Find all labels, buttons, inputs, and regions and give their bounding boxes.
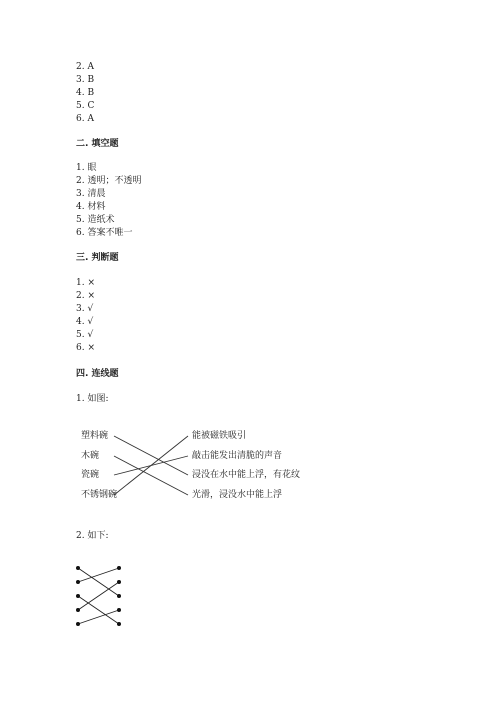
q1-left-label: 不锈钢碗 (81, 490, 118, 500)
s2-item: 5. 造纸术 (76, 215, 115, 225)
q2-dot (76, 566, 80, 570)
q2-label: 2. 如下: (76, 531, 109, 541)
s3-item: 1. × (76, 278, 95, 288)
q1-connection-line (114, 436, 188, 475)
section3-title: 三. 判断题 (76, 253, 119, 263)
s2-item: 3. 清晨 (76, 189, 106, 199)
q1-left-label: 塑料碗 (81, 431, 109, 441)
s2-item: 6. 答案不唯一 (76, 228, 133, 238)
q2-dot (76, 622, 80, 626)
s2-item: 2. 透明；不透明 (76, 176, 142, 186)
q2-connection-line (78, 610, 119, 624)
s1-item: 5. C (76, 101, 95, 111)
q2-dot (76, 580, 80, 584)
s3-item: 6. × (76, 343, 95, 353)
q1-left-label: 瓷碗 (81, 470, 100, 480)
q2-dot (117, 580, 121, 584)
s1-item: 3. B (76, 75, 95, 85)
s3-item: 2. × (76, 291, 95, 301)
q2-dot (76, 608, 80, 612)
s3-item: 5. √ (76, 330, 94, 340)
s3-item: 3. √ (76, 304, 94, 314)
section4-title: 四. 连线题 (76, 369, 119, 379)
q1-right-label: 浸没在水中能上浮，有花纹 (192, 470, 301, 480)
q2-connection-line (78, 568, 119, 596)
q2-dot (117, 622, 121, 626)
section2-title: 二. 填空题 (76, 139, 119, 149)
q1-right-label: 能被磁铁吸引 (192, 431, 247, 441)
q2-connection-line (78, 568, 119, 582)
s2-item: 1. 眼 (76, 163, 97, 173)
q1-left-label: 木碗 (81, 451, 100, 461)
s1-item: 4. B (76, 88, 95, 98)
q2-dot (117, 594, 121, 598)
s1-item: 2. A (76, 62, 94, 72)
q2-connection-line (78, 596, 119, 624)
q1-connection-line (114, 456, 188, 495)
q1-right-label: 光滑，浸没水中能上浮 (192, 490, 283, 500)
s2-item: 4. 材料 (76, 202, 106, 212)
q1-right-label: 敲击能发出清脆的声音 (192, 451, 283, 461)
s1-item: 6. A (76, 114, 94, 124)
q2-dot (76, 594, 80, 598)
s3-item: 4. √ (76, 317, 94, 327)
q1-connection-line (114, 436, 188, 495)
q2-dot (117, 608, 121, 612)
q2-connection-line (78, 582, 119, 610)
q2-dot (117, 566, 121, 570)
q1-label: 1. 如图: (76, 394, 109, 404)
